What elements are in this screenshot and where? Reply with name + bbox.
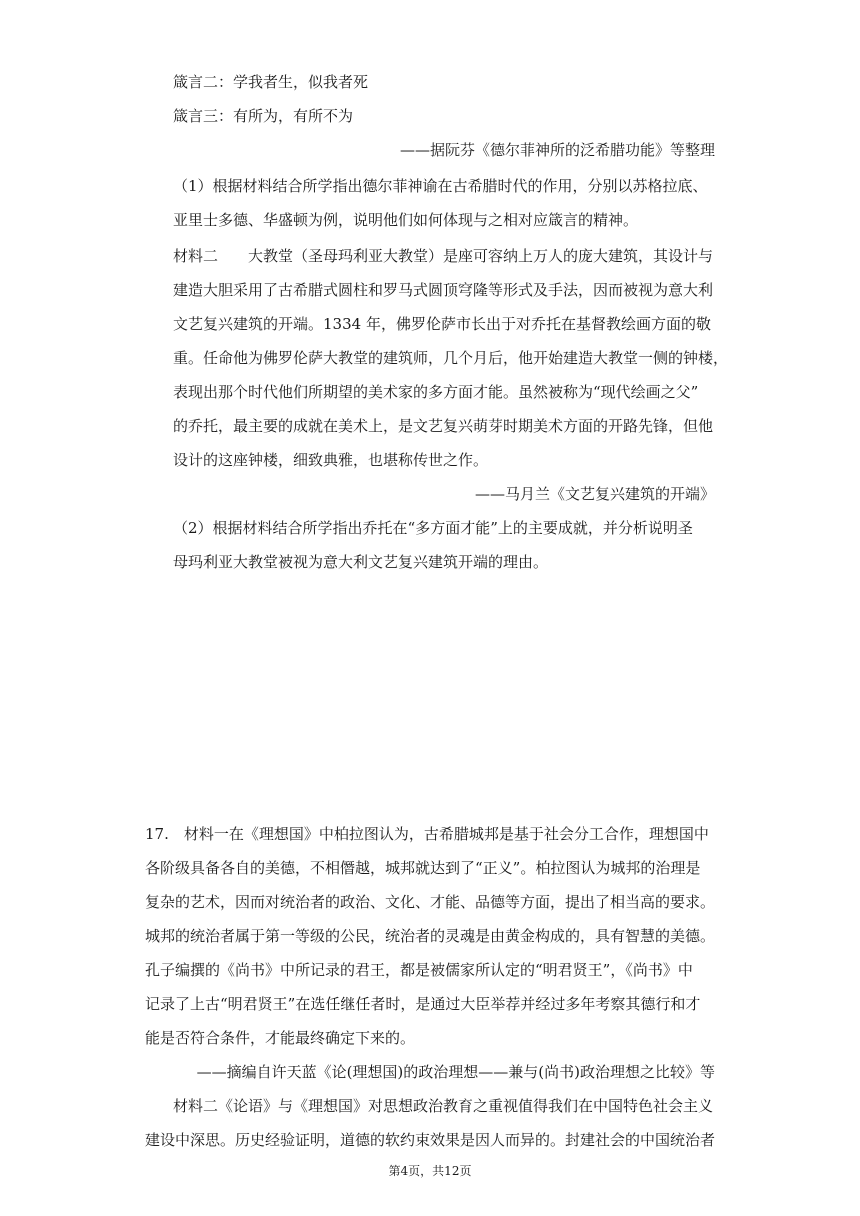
question-1-line: 亚里士多德、华盛顿为例，说明他们如何体现与之相对应箴言的精神。 bbox=[173, 211, 639, 229]
question-1-line: （1）根据材料结合所学指出德尔菲神谕在古希腊时代的作用，分别以苏格拉底、 bbox=[173, 177, 708, 195]
source-citation-2: ——马月兰《文艺复兴建筑的开端》 bbox=[474, 485, 715, 503]
page-footer: 第4页，共12页 bbox=[388, 1164, 472, 1178]
material-2-line: 表现出那个时代他们所期望的美术家的多方面才能。虽然被称为“现代绘画之父” bbox=[173, 383, 699, 401]
material-2-line: 设计的这座钟楼，细致典雅，也堪称传世之作。 bbox=[173, 451, 489, 469]
question-17-line: 各阶级具备各自的美德，不相僭越，城邦就达到了“正义”。柏拉图认为城邦的治理是 bbox=[145, 859, 701, 877]
material-2-line: 重。任命他为佛罗伦萨大教堂的建筑师，几个月后，他开始建造大教堂一侧的钟楼， bbox=[173, 349, 729, 367]
question-17-material-2-line: 建设中深思。历史经验证明，道德的软约束效果是因人而异的。封建社会的中国统治者 bbox=[145, 1131, 716, 1149]
material-2-line: 的乔托，最主要的成就在美术上，是文艺复兴萌芽时期美术方面的开路先锋，但他 bbox=[173, 417, 714, 435]
maxim-3: 箴言三：有所为，有所不为 bbox=[173, 107, 354, 125]
question-2-line: （2）根据材料结合所学指出乔托在“多方面才能”上的主要成就，并分析说明圣 bbox=[173, 519, 693, 537]
question-17-line: 能是否符合条件，才能最终确定下来的。 bbox=[145, 1029, 416, 1047]
question-17-line: 复杂的艺术，因而对统治者的政治、文化、才能、品德等方面，提出了相当高的要求。 bbox=[145, 893, 716, 911]
question-2-line: 母玛利亚大教堂被视为意大利文艺复兴建筑开端的理由。 bbox=[173, 553, 549, 571]
question-17-line: 记录了上古“明君贤王”在选任继任者时，是通过大臣举荐并经过多年考察其德行和才 bbox=[145, 995, 701, 1013]
source-citation-17: ——摘编自许天蓝《论(理想国)的政治理想——兼与(尚书)政治理想之比较》等 bbox=[196, 1063, 715, 1081]
maxim-2: 箴言二：学我者生，似我者死 bbox=[173, 73, 369, 91]
question-17-line: 孔子编撰的《尚书》中所记录的君王，都是被儒家所认定的“明君贤王”，《尚书》中 bbox=[145, 961, 693, 979]
question-17-material-2-line: 材料二《论语》与《理想国》对思想政治教育之重视值得我们在中国特色社会主义 bbox=[173, 1097, 714, 1115]
material-2-line: 材料二 大教堂（圣母玛利亚大教堂）是座可容纳上万人的庞大建筑，其设计与 bbox=[173, 247, 714, 265]
material-2-line: 文艺复兴建筑的开端。1334 年，佛罗伦萨市长出于对乔托在基督教绘画方面的敬 bbox=[173, 315, 711, 333]
question-17-line: 城邦的统治者属于第一等级的公民，统治者的灵魂是由黄金构成的，具有智慧的美德。 bbox=[145, 927, 716, 945]
source-citation-1: ——据阮芬《德尔菲神所的泛希腊功能》等整理 bbox=[399, 141, 715, 159]
material-2-line: 建造大胆采用了古希腊式圆柱和罗马式圆顶穹隆等形式及手法，因而被视为意大利 bbox=[173, 281, 714, 299]
question-17-line: 17. 材料一在《理想国》中柏拉图认为，古希腊城邦是基于社会分工合作，理想国中 bbox=[145, 825, 709, 843]
